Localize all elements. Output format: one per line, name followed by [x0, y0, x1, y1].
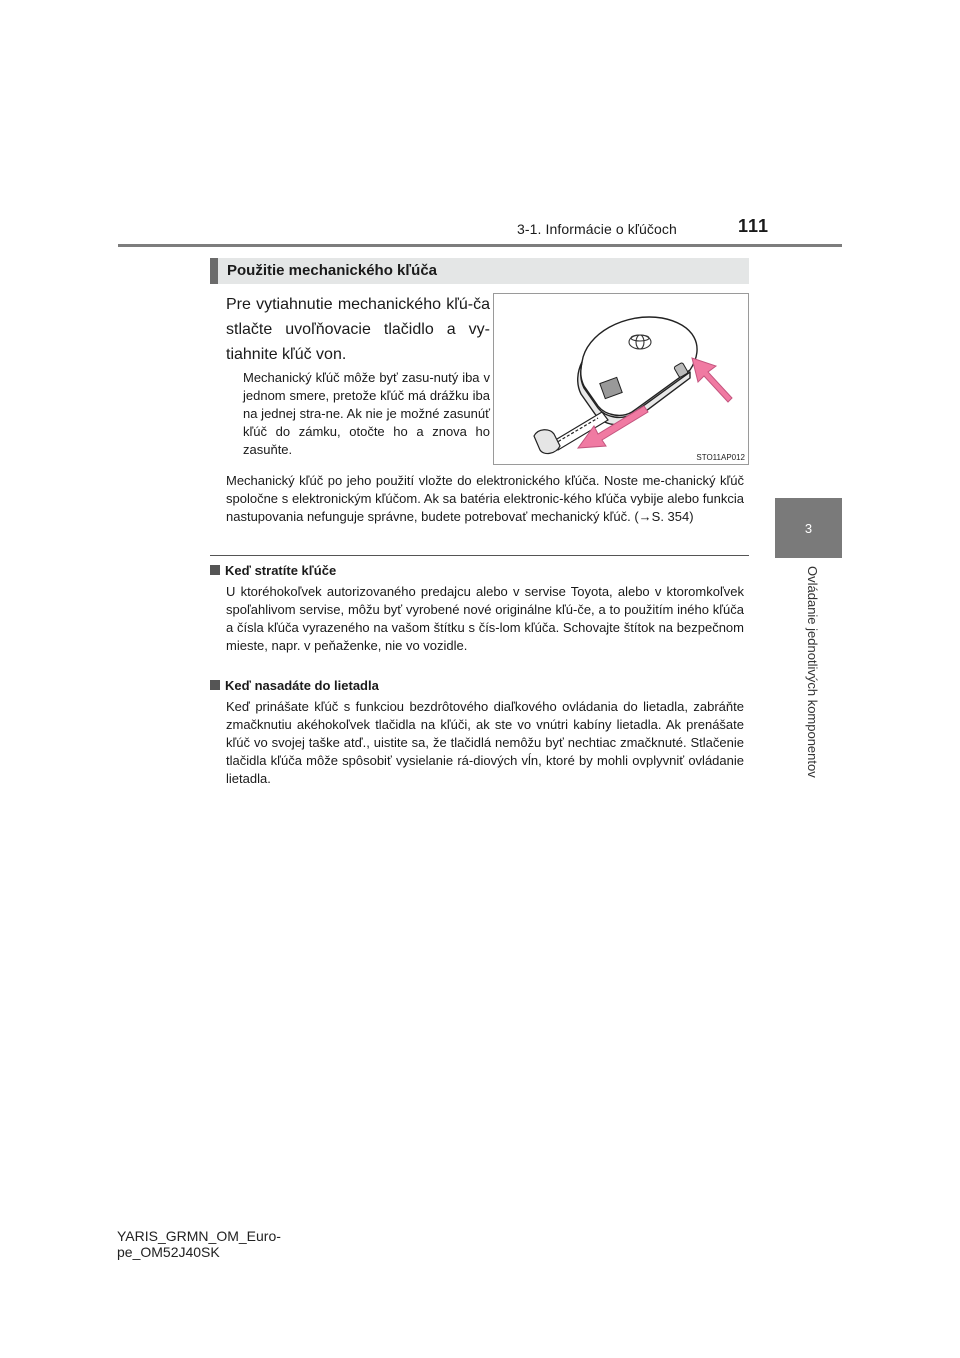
- section-divider: [210, 555, 749, 556]
- subsection-heading-text: Keď stratíte kľúče: [225, 563, 337, 578]
- subsection-body-lost-keys: U ktoréhokoľvek autorizovaného predajcu alebo v servise Toyota, alebo v ktoromkoľvek spoľahlivom servise, môžu byť vyrobené nové originálne kľú-če, a to použitím iného kľúča a čísla kľúča vyrazeného na vašom štítku s čís-lom kľúča. Schovajte štítok na bezpečnom mieste, napr. v peňaženke, nie vo vozidle.: [226, 584, 744, 653]
- electronic-key-illustration: [494, 294, 748, 464]
- subsection-heading-text: Keď nasadáte do lietadla: [225, 678, 379, 693]
- header-rule: [118, 244, 842, 247]
- subsection-heading-aircraft: [210, 678, 379, 693]
- note-after-use: Mechanický kľúč po jeho použití vložte do elektronického kľúča. Noste me-chanický kľúč spoločne s elektronickým kľúčom. Ak sa batéria elektronic-kého kľúča vybije alebo funkcia nastupovania nefunguje správne, budete potrebovať mechanický kľúč. (→S. 354): [226, 473, 744, 524]
- section-title: Použitie mechanického kľúča: [227, 262, 438, 279]
- chapter-number: 3: [804, 520, 813, 536]
- square-bullet-icon: [210, 565, 220, 575]
- figure-code: STO11AP012: [696, 453, 745, 462]
- document-footer: YARIS_GRMN_OM_Euro- pe_OM52J40SK: [117, 1228, 281, 1260]
- header-section-title: 3-1. Informácie o kľúčoch: [517, 221, 677, 237]
- subsection-body-aircraft: Keď prinášate kľúč s funkciou bezdrôtového diaľkového ovládania do lietadla, zabráňte zmačknutiu akéhokoľvek tlačidla na kľúči, ak ste vo vnútri kabíny lietadla. Ak prenášate kľúč vo svojej taške atď., uistite sa, že tlačidlá nemôžu byť nechtiac zmačknuté. Stlačenie tlačidla kľúča môže spôsobiť vysielanie rá-diových vĺn, ktoré by mohli ovplyvniť ovládanie lietadla.: [226, 699, 744, 786]
- page-number: 111: [738, 216, 770, 236]
- key-illustration: [493, 293, 749, 465]
- section-marker: [210, 258, 218, 284]
- note-key-orientation: Mechanický kľúč môže byť zasu-nutý iba v jednom smere, pretože kľúč má drážku iba na jednej stra-ne. Ak nie je možné zasunúť kľúč do zámku, otočte ho a znova ho zasuňte.: [243, 370, 490, 457]
- subsection-heading-lost-keys: [210, 563, 336, 578]
- chapter-tab: [775, 498, 842, 558]
- section-header: [210, 258, 749, 284]
- square-bullet-icon: [210, 680, 220, 690]
- intro-paragraph: Pre vytiahnutie mechanického kľú-ča stlačte uvoľňovacie tlačidlo a vy-tiahnite kľúč von.: [226, 296, 490, 363]
- chapter-label: Ovládanie jednotlivých komponentov: [805, 566, 820, 778]
